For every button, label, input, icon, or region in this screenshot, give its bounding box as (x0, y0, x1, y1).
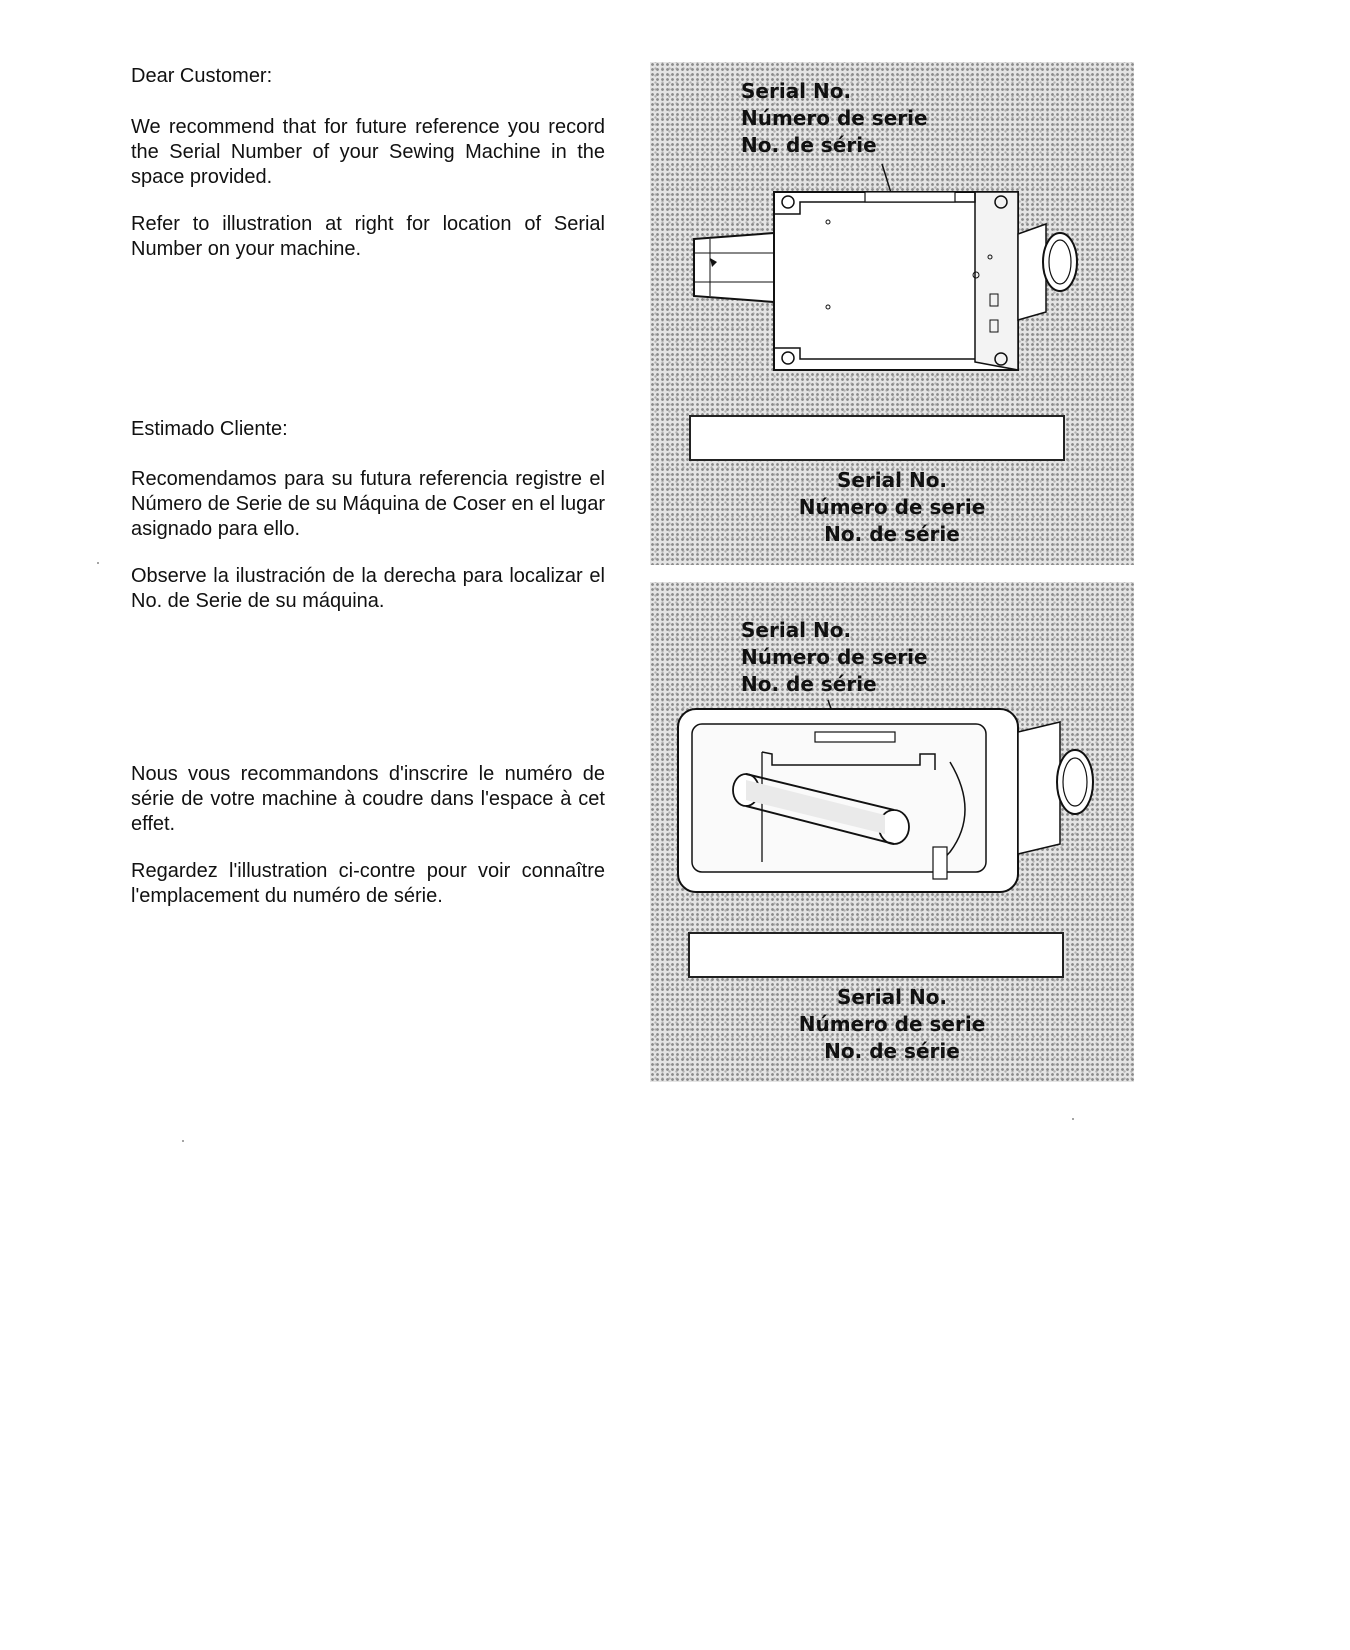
machine-underside-illustration (650, 62, 1134, 392)
english-paragraph-1: We recommend that for future reference you record the Serial Number of your Sewing Machine in the space provided. (131, 116, 605, 188)
spanish-text (131, 467, 605, 614)
serial-number-field-bottom[interactable] (688, 932, 1064, 978)
spanish-paragraph-1: Recomendamos para su futura referencia registre el Número de Serie de su Máquina de Coser en el lugar asignado para ello. (131, 468, 605, 540)
serial-panel-bottom (650, 582, 1134, 1082)
french-paragraph-1: Nous vous recommandons d'inscrire le numéro de série de votre machine à coudre dans l'espace à cet effet. (131, 763, 605, 835)
scan-speck (1072, 1118, 1074, 1120)
serial-panel-top (650, 62, 1134, 565)
spanish-greeting: Estimado Cliente: (131, 418, 288, 440)
caption-label-bottom: Serial No. Número de serie No. de série (798, 985, 986, 1063)
scan-speck (182, 1140, 184, 1142)
serial-number-field-top[interactable] (689, 415, 1065, 461)
english-text (131, 115, 605, 262)
machine-top-illustration (650, 582, 1134, 912)
english-paragraph-2: Refer to illustration at right for location of Serial Number on your machine. (131, 213, 605, 260)
french-text (131, 762, 605, 909)
scan-speck (97, 562, 99, 564)
french-paragraph-2: Regardez l'illustration ci-contre pour voir connaître l'emplacement du numéro de série. (131, 860, 605, 907)
caption-label-top: Serial No. Número de serie No. de série (798, 468, 986, 546)
callout-label-top: Serial No. Número de serie No. de série (741, 79, 928, 157)
english-greeting: Dear Customer: (131, 65, 273, 87)
spanish-paragraph-2: Observe la ilustración de la derecha para localizar el No. de Serie de su máquina. (131, 565, 605, 612)
callout-label-bottom: Serial No. Número de serie No. de série (741, 618, 928, 696)
